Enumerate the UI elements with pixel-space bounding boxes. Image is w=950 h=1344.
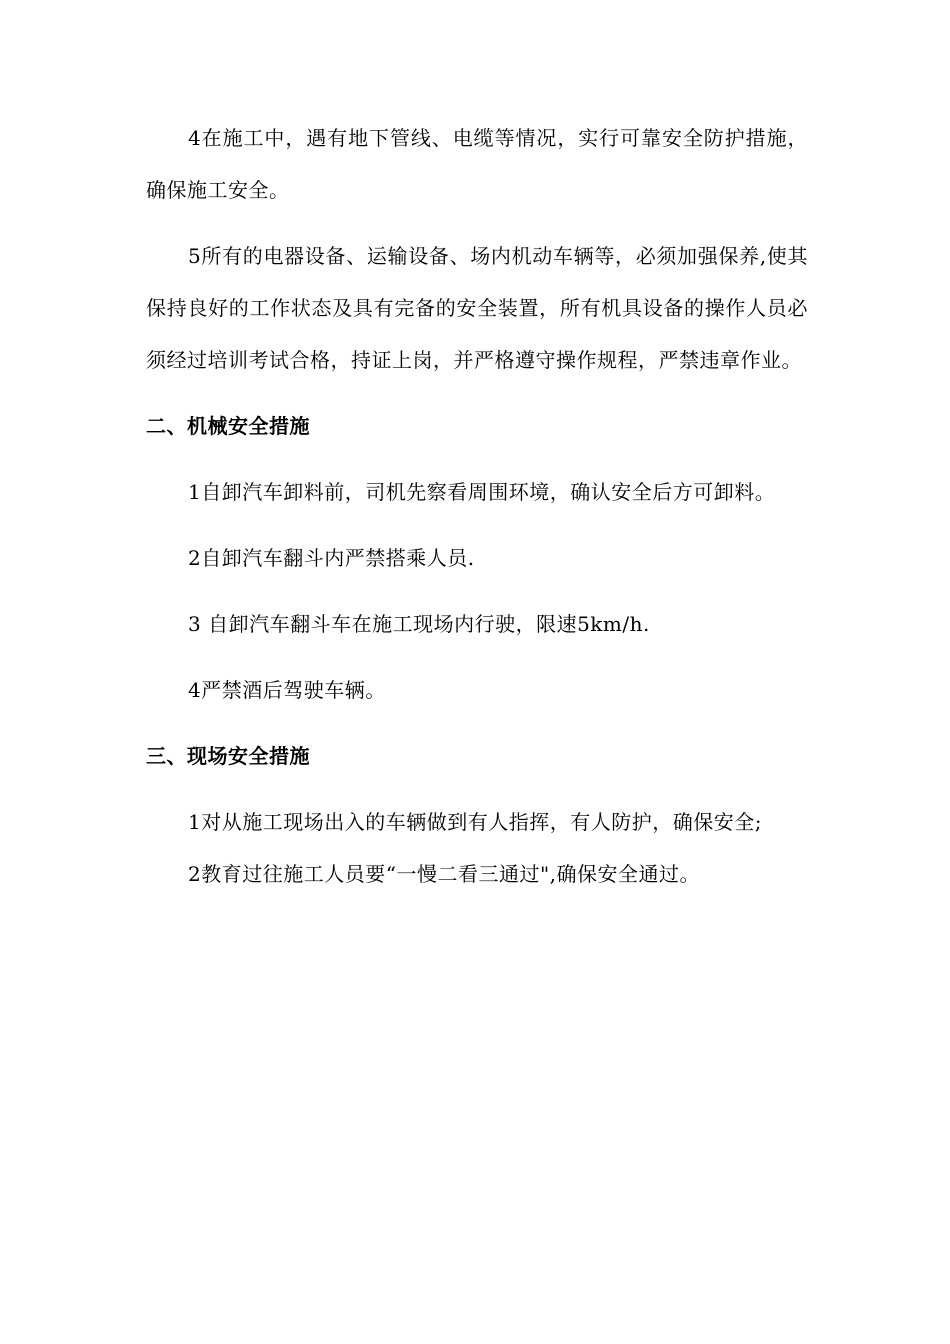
paragraph-4-no-drunk-driving: 4严禁酒后驾驶车辆。 bbox=[188, 678, 386, 702]
section-heading-mechanical-safety: 二、机械安全措施 bbox=[146, 414, 310, 438]
section-heading-site-safety: 三、现场安全措施 bbox=[146, 744, 310, 768]
document-page bbox=[146, 112, 808, 900]
paragraph-2-no-passengers: 2自卸汽车翻斗内严禁搭乘人员. bbox=[188, 546, 475, 570]
paragraph-2-pedestrian-education: 2教育过往施工人员要“一慢二看三通过",确保安全通过。 bbox=[188, 862, 701, 886]
paragraph-3-speed-limit: 3 自卸汽车翻斗车在施工现场内行驶，限速5km/h. bbox=[188, 612, 650, 636]
paragraph-1-dump-truck-unloading: 1自卸汽车卸料前，司机先察看周围环境，确认安全后方可卸料。 bbox=[188, 480, 776, 504]
paragraph-1-vehicle-guidance: 1对从施工现场出入的车辆做到有人指挥，有人防护，确保安全; bbox=[188, 810, 762, 834]
paragraph-5-equipment-maintenance: 5所有的电器设备、运输设备、场内机动车辆等，必须加强保养,使其保持良好的工作状态及具有完备的安全装置，所有机具设备的操作人员必须经过培训考试合格，持证上岗，并严格遵守操作规程，严禁违章作业。 bbox=[146, 244, 808, 372]
paragraph-4-underground-pipes: 4在施工中，遇有地下管线、电缆等情况，实行可靠安全防护措施，确保施工安全。 bbox=[146, 126, 808, 202]
